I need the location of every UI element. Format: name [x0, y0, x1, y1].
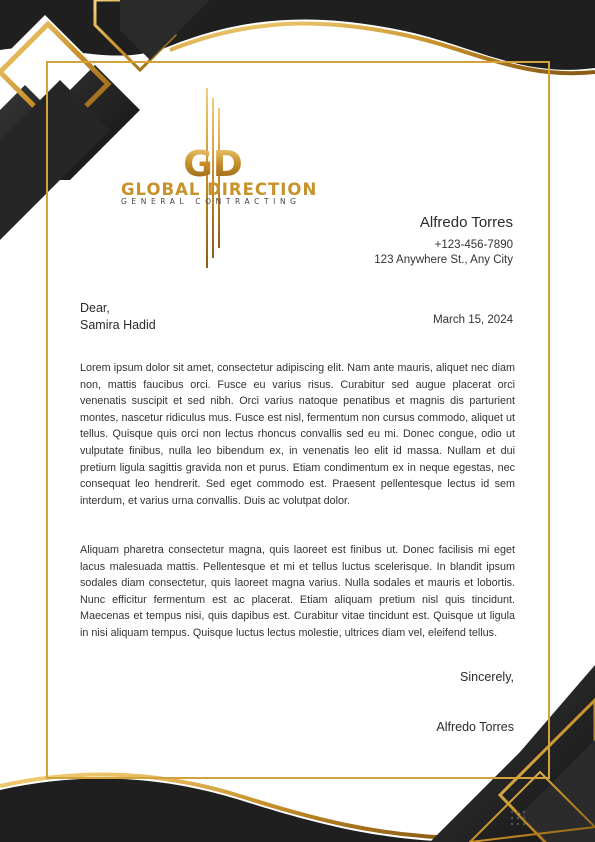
recipient-name: Samira Hadid: [80, 318, 156, 332]
svg-text:GD: GD: [183, 144, 243, 185]
logo-tagline: GENERAL CONTRACTING: [121, 197, 301, 206]
sender-address: 123 Anywhere St., Any City: [374, 254, 513, 266]
valediction: Sincerely,: [460, 670, 514, 684]
logo-company-name: GLOBAL DIRECTION: [121, 180, 318, 199]
company-logo: [118, 88, 318, 268]
sender-name: Alfredo Torres: [419, 214, 513, 231]
letter-date: March 15, 2024: [433, 314, 513, 326]
body-paragraph-2: Aliquam pharetra consectetur magna, quis laoreet est finibus ut. Donec facilisis mi eget lacus malesuada mattis. Pellentesque et mi et tellus luctus scelerisque. In blandit ipsum sodales diam consectetur, quis laoreet magna varius. Nulla sodales et mauris et lobortis. Nunc efficitur fermentum est ac placerat. Etiam aliquam pretium nisl quis tincidunt. Maecenas et tempus nisi, quis dapibus est. Curabitur vitae tincidunt est. Quisque ut ligula in nisi aliquam tempus. Quisque luctus lectus molestie, ultrices diam vel, eleifend tellus.: [80, 544, 515, 639]
sender-phone: +123-456-7890: [434, 239, 513, 251]
salutation: Dear,: [80, 301, 110, 315]
body-paragraph-1: Lorem ipsum dolor sit amet, consectetur adipiscing elit. Nam ante mauris, aliquet nec diam non, mattis faucibus orci. Fusce eu varius risus. Curabitur sed augue placerat orci venenatis suscipit et sed nibh. Orci varius natoque penatibus et magnis dis parturient montes, nascetur ridiculus mus. Fusce est nisl, fermentum non cursus commodo, aliquet ut tellus. Quisque quis orci non lectus rhoncus convallis sed eu mi. Donec congue, odio ut vulputate finibus, nulla leo bibendum ex, in venenatis leo elit id massa. Nullam et dui pretium ligula sagittis gravida non et purus. Etiam condimentum ex in neque egestas, nec consequat leo hendrerit. Sed eget commodo est. Praesent pellentesque lectus id sem interdum, et varius urna convallis. Duis ac volutpat dolor.: [80, 362, 515, 507]
signature-name: Alfredo Torres: [436, 720, 514, 734]
